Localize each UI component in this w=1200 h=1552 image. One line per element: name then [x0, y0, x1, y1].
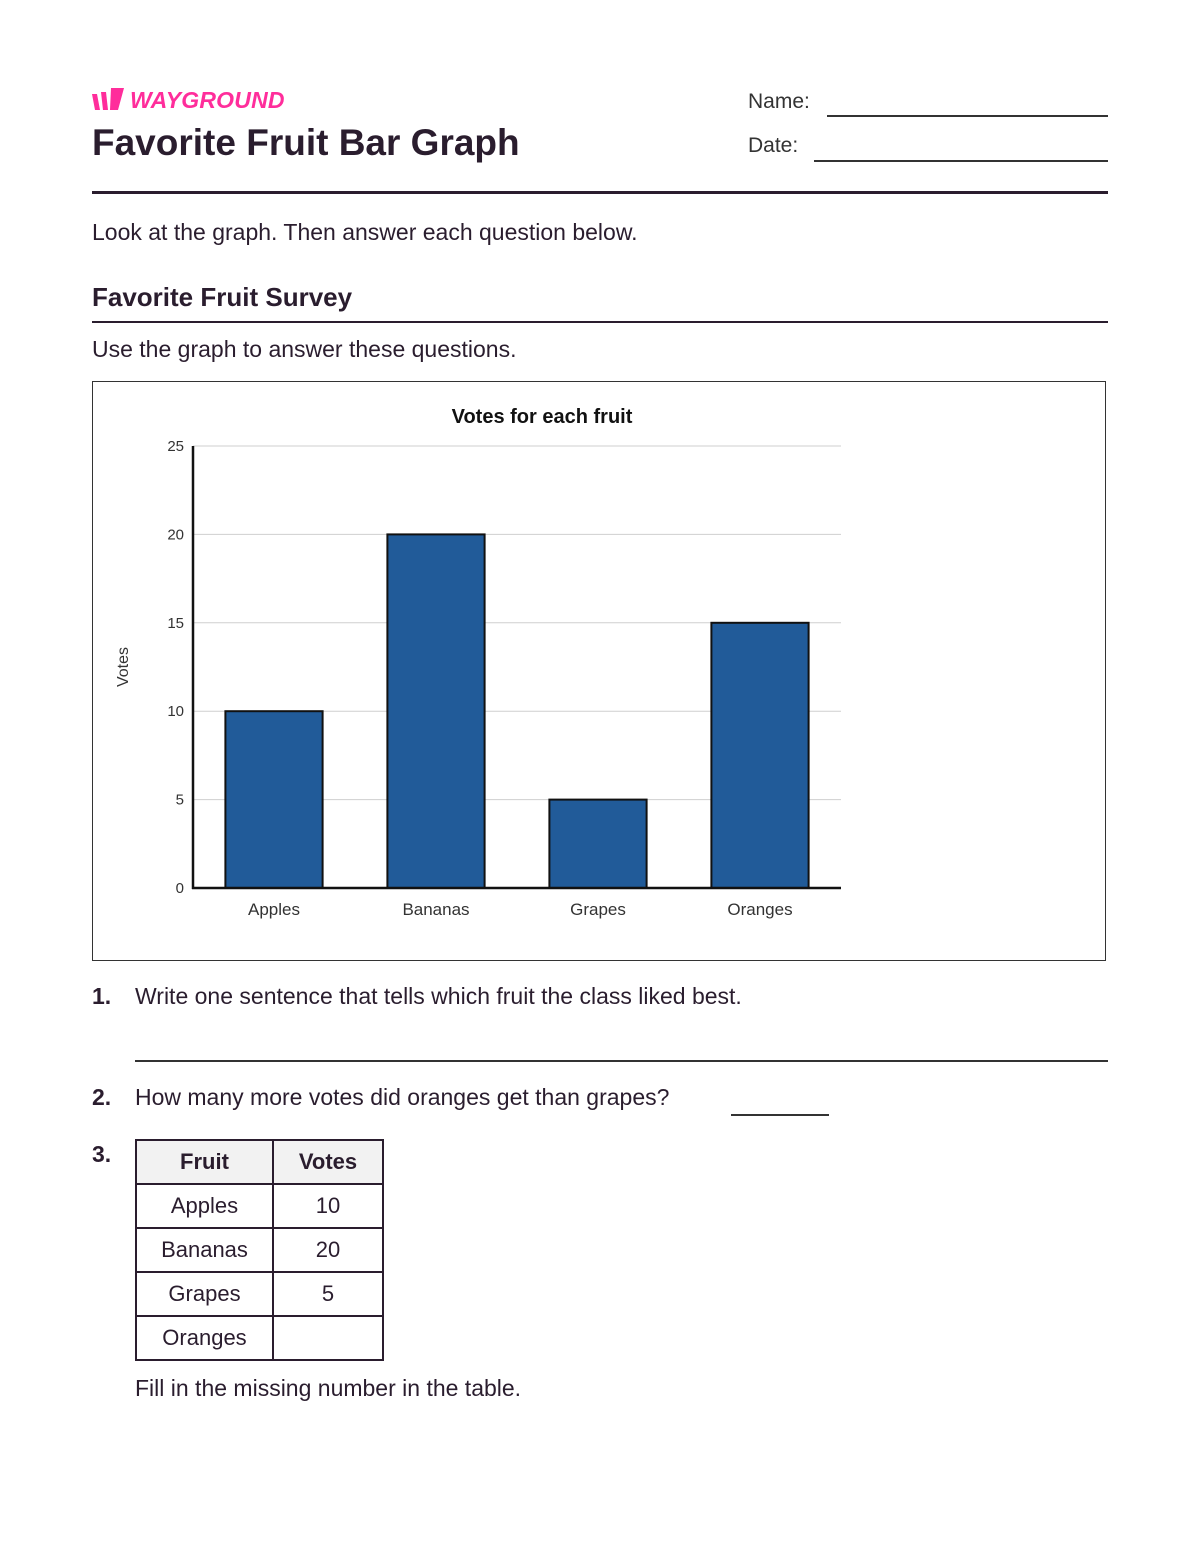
brand-name: WAYGROUND	[130, 86, 285, 113]
name-label: Name:	[748, 90, 810, 113]
y-axis-label: Votes	[115, 646, 132, 688]
table-row	[136, 1228, 383, 1272]
bar-chart	[92, 381, 1106, 961]
table-cell-votes: 5	[273, 1272, 383, 1316]
question-1-answer-line[interactable]	[135, 1060, 1108, 1062]
table-cell-fruit: Bananas	[136, 1228, 273, 1272]
question-2-answer-line[interactable]	[731, 1114, 829, 1116]
table-cell-votes: 10	[273, 1184, 383, 1228]
y-tick-label: 15	[167, 614, 184, 632]
y-tick-label: 20	[167, 526, 184, 544]
y-tick-label: 0	[175, 880, 184, 897]
chart-title: Votes for each fruit	[451, 406, 633, 428]
table-row	[136, 1272, 383, 1316]
question-2-text: How many more votes did oranges get than grapes?	[135, 1084, 670, 1110]
table-cell-votes-blank[interactable]	[273, 1316, 383, 1360]
question-3-text: Fill in the missing number in the table.	[135, 1375, 522, 1401]
y-tick-label: 25	[167, 438, 184, 455]
page-title: Favorite Fruit Bar Graph	[92, 122, 520, 163]
bar-apples	[225, 711, 322, 888]
x-tick-label: Bananas	[402, 900, 470, 919]
question-1-text: Write one sentence that tells which fruit the class liked best.	[135, 983, 742, 1009]
date-input-line[interactable]	[814, 160, 1108, 162]
section-title: Favorite Fruit Survey	[92, 282, 353, 312]
y-tick-label: 10	[167, 703, 184, 721]
table-cell-fruit: Grapes	[136, 1272, 273, 1316]
question-1-number: 1.	[92, 983, 112, 1009]
bar-bananas	[387, 534, 484, 888]
table-cell-votes: 20	[273, 1228, 383, 1272]
table-header-votes: Votes	[273, 1140, 383, 1184]
brand-logo	[92, 86, 285, 114]
fruit-votes-table	[135, 1139, 384, 1361]
name-input-line[interactable]	[827, 115, 1108, 117]
x-tick-label: Grapes	[570, 900, 626, 919]
y-tick-label: 5	[175, 791, 184, 809]
question-3-number: 3.	[92, 1141, 112, 1167]
table-row	[136, 1184, 383, 1228]
x-tick-label: Apples	[248, 900, 300, 919]
bar-oranges	[711, 623, 808, 888]
table-header-fruit: Fruit	[136, 1140, 273, 1184]
bar-grapes	[549, 800, 646, 888]
table-cell-fruit: Oranges	[136, 1316, 273, 1360]
table-cell-fruit: Apples	[136, 1184, 273, 1228]
header-divider	[92, 191, 1108, 194]
question-2-number: 2.	[92, 1084, 112, 1110]
instructions: Look at the graph. Then answer each question below.	[92, 219, 638, 245]
table-header-row	[136, 1140, 383, 1184]
wayground-logo-icon	[92, 88, 126, 112]
x-tick-label: Oranges	[727, 900, 793, 919]
date-label: Date:	[748, 134, 799, 157]
table-row	[136, 1316, 383, 1360]
section-divider	[92, 321, 1108, 323]
section-subtitle: Use the graph to answer these questions.	[92, 336, 517, 362]
